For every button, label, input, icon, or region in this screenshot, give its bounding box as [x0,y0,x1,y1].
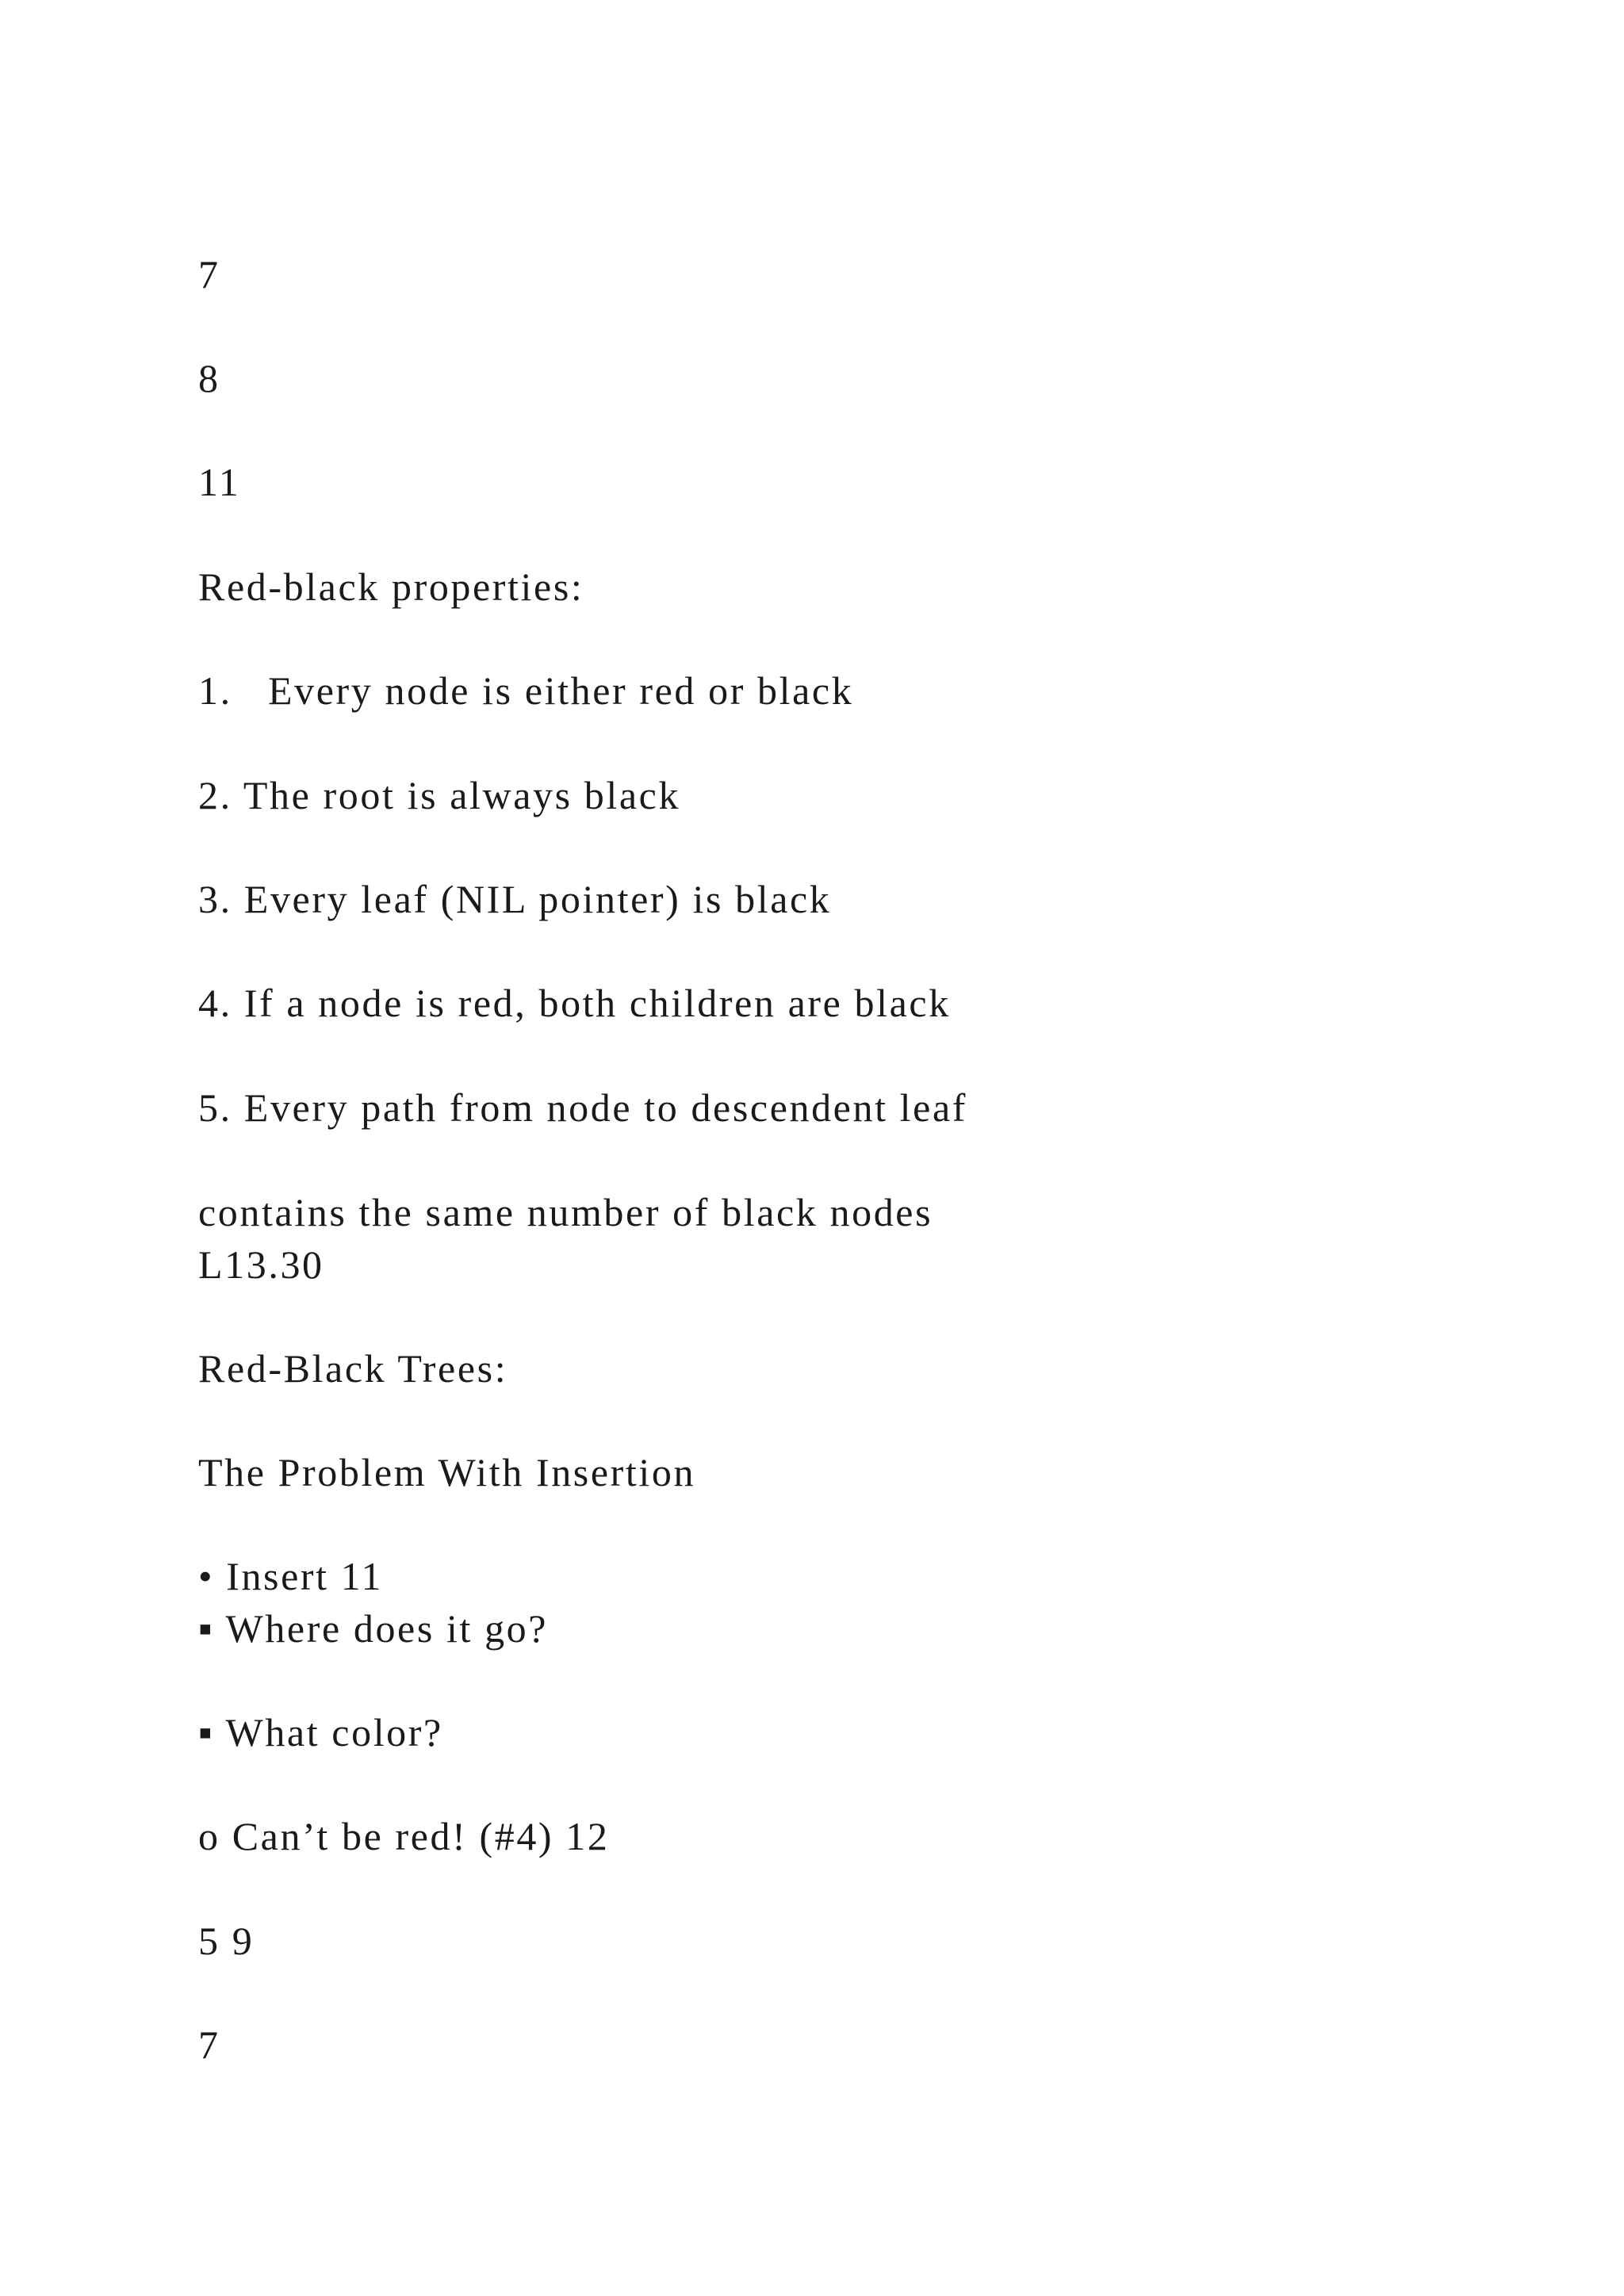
text-line-8: 8 [198,356,220,400]
slide-number: L13.30 [198,1242,324,1287]
text-line-5-9: 5 9 [198,1919,255,1963]
property-5-continued: contains the same number of black nodes [198,1190,933,1234]
property-5: 5. Every path from node to descendent leaf [198,1085,967,1130]
property-2: 2. The root is always black [198,773,681,817]
property-3: 3. Every leaf (NIL pointer) is black [198,877,832,921]
text-line-11: 11 [198,460,241,504]
text-line-7: 7 [198,252,220,297]
heading-red-black-properties: Red-black properties: [198,564,584,609]
property-4: 4. If a node is red, both children are black [198,981,951,1025]
bullet-insert-11: • Insert 11 [198,1554,384,1598]
heading-red-black-trees: Red-Black Trees: [198,1346,508,1391]
bullet-where-does-it-go: ▪ Where does it go? [198,1606,549,1651]
property-1: 1. Every node is either red or black [198,668,854,713]
text-line-7-bottom: 7 [198,2022,220,2067]
bullet-cant-be-red: o Can’t be red! (#4) 12 [198,1814,610,1858]
bullet-what-color: ▪ What color? [198,1710,443,1755]
subheading-problem-with-insertion: The Problem With Insertion [198,1450,696,1494]
